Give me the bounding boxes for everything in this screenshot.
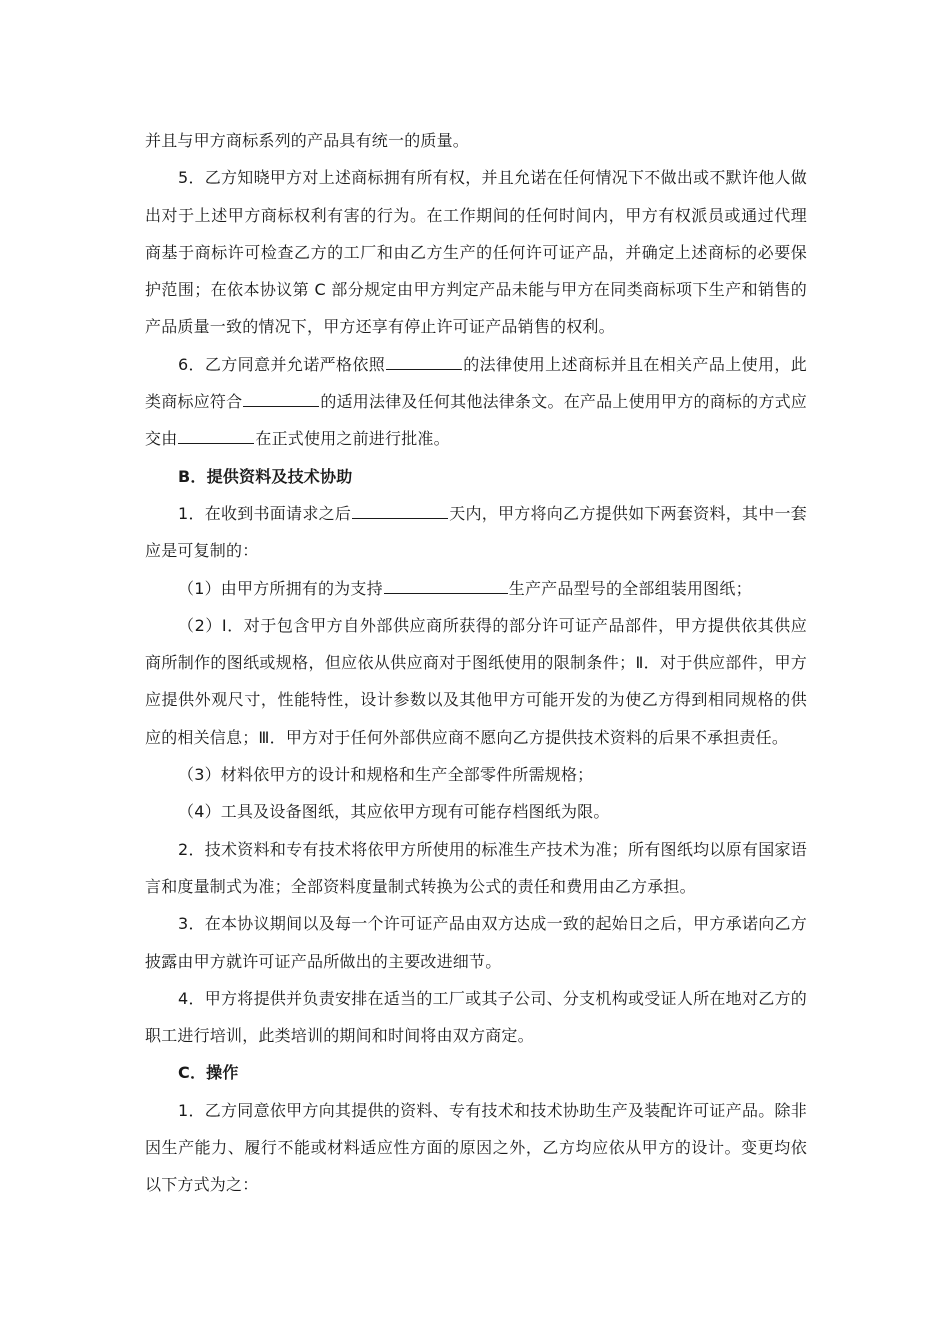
clause-b1-item-1 xyxy=(145,570,807,607)
fill-blank-product-model xyxy=(384,593,508,594)
clause-b1-item-3: （3）材料依甲方的设计和规格和生产全部零件所需规格； xyxy=(178,765,594,785)
clause-b1-item-1-text-2: 生产产品型号的全部组装用图纸； xyxy=(508,578,752,598)
section-heading-c: C．操作 xyxy=(178,1063,239,1083)
clause-a6-text-1: 6．乙方同意并允诺严格依照 xyxy=(178,354,386,374)
clause-b3: 3．在本协议期间以及每一个许可证产品由双方达成一致的起始日之后，甲方承诺向乙方披露由甲方就许可证产品所做出的主要改进细节。 xyxy=(145,914,807,971)
fill-blank-approver xyxy=(178,443,254,444)
fill-blank-applicable-law xyxy=(243,406,319,407)
clause-b1-text-1: 1．在收到书面请求之后 xyxy=(178,503,352,523)
clause-b1-item-4: （4）工具及设备图纸，其应依甲方现有可能存档图纸为限。 xyxy=(178,802,610,822)
clause-a6 xyxy=(145,346,807,458)
clause-b4: 4．甲方将提供并负责安排在适当的工厂或其子公司、分支机构或受证人所在地对乙方的职工进行培训，此类培训的期间和时间将由双方商定。 xyxy=(145,988,807,1046)
clause-c1: 1．乙方同意依甲方向其提供的资料、专有技术和技术协助生产及装配许可证产品。除非因生产能力、履行不能或材料适应性方面的原因之外，乙方均应依从甲方的设计。变更均依以下方式为之： xyxy=(145,1100,807,1195)
section-heading-b: B．提供资料及技术协助 xyxy=(178,466,353,486)
clause-b2: 2．技术资料和专有技术将依甲方所使用的标准生产技术为准；所有图纸均以原有国家语言和度量制式为准；全部资料度量制式转换为公式的责任和费用由乙方承担。 xyxy=(145,839,807,896)
fill-blank-law xyxy=(386,369,462,370)
clause-b1-item-2: （2）Ⅰ．对于包含甲方自外部供应商所获得的部分许可证产品部件，甲方提供依其供应商所制作的图纸或规格，但应依从供应商对于图纸使用的限制条件；Ⅱ．对于供应部件，甲方应提供外观尺寸，性能特性，设计参数以及其他甲方可能开发的为使乙方得到相同规格的供应的相关信息；Ⅲ．甲方对于任何外部供应商不愿向乙方提供技术资料的后果不承担责任。 xyxy=(145,615,807,747)
clause-b1 xyxy=(145,495,807,570)
fill-blank-days xyxy=(352,518,448,519)
clause-b1-item-1-text-1: （1）由甲方所拥有的为支持 xyxy=(178,578,383,598)
clause-a5: 5．乙方知晓甲方对上述商标拥有所有权，并且允诺在任何情况下不做出或不默许他人做出对于上述甲方商标权利有害的行为。在工作期间的任何时间内，甲方有权派员或通过代理商基于商标许可检查乙方的工厂和由乙方生产的任何许可证产品，并确定上述商标的必要保护范围；在依本协议第 C 部分规定由甲方判定产品未能与甲方在同类商标项下生产和销售的产品质量一致的情况下，甲方还享有停止许可证产品销售的权利。 xyxy=(145,168,807,337)
paragraph-continuation: 并且与甲方商标系列的产品具有统一的质量。 xyxy=(145,131,470,150)
document-body xyxy=(145,122,807,1204)
clause-a6-text-4: 在正式使用之前进行批准。 xyxy=(255,429,450,449)
clause-a6-text-3: 的适用法律及任何其他法律条文。在产品上使用甲方的商标的方式应交由 xyxy=(145,392,807,449)
clause-b1-text-2: 天内，甲方将向乙方提供如下两套资料，其中一套应是可复制的： xyxy=(145,503,807,561)
clause-a6-text-2: 的法律使用上述商标并且在相关产品上使用，此类商标应符合 xyxy=(145,354,808,412)
